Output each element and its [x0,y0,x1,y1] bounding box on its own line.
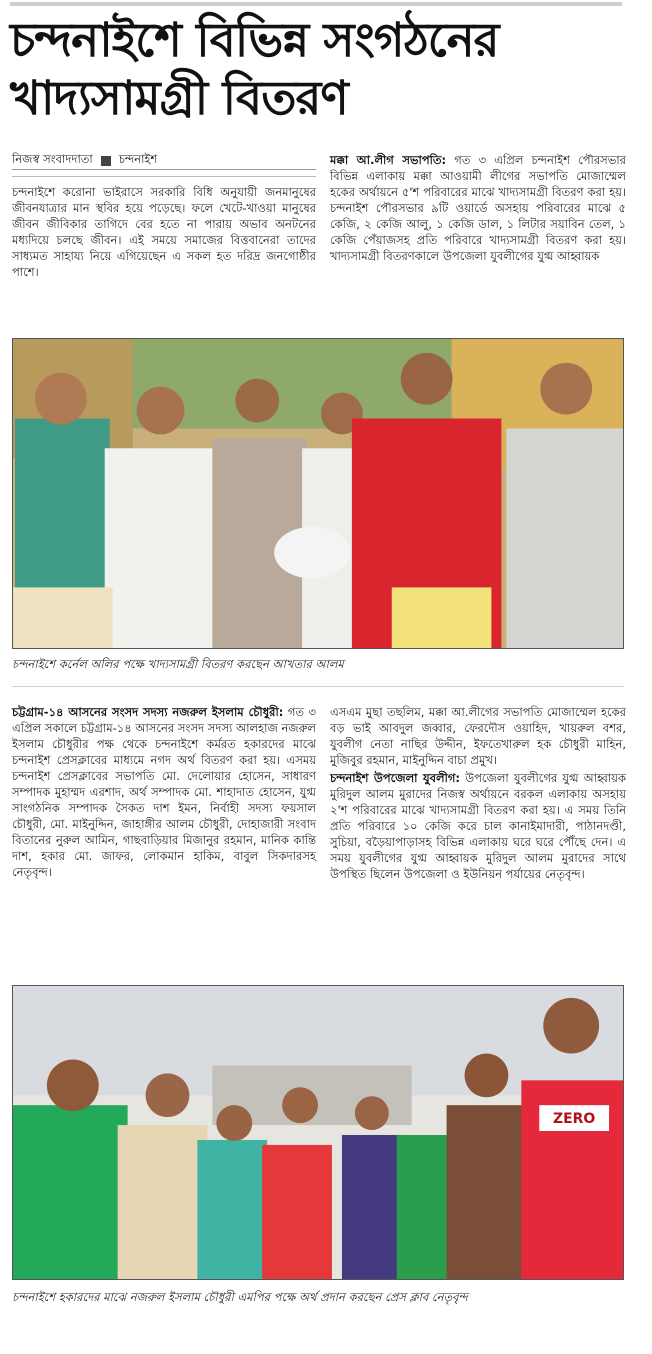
square-bullet-icon [101,156,111,166]
byline-divider [12,176,316,177]
caption-photo-1: চন্দনাইশে কর্নেল অলির পক্ষে খাদ্যসামগ্রী বিতরণ করছেন আখতার আলম [12,657,344,671]
article-intro-paragraph: চন্দনাইশে করোনা ভাইরাসে সরকারি বিধি অনুযায়ী জনমানুষের জীবনযাত্রার মান স্থবির হয়ে পড়েছে। ফলে খেটে-খাওয়া মানুষের জীবন জীবিকার তাগিদে বের হতে না পারায় অভাব অনটনের মধ্যদিয়ে চলছে জীবন। এই সময়ে সমাজের বিত্তবানেরা তাদের সাধ্যমত সাহায্য নিয়ে এগিয়েছেন এ সকল হত দরিদ্র জনগোষ্ঠীর পাশে। [12,185,316,279]
headline-line-2: খাদ্যসামগ্রী বিতরণ [10,71,348,126]
subhead-makka: মক্কা আ.লীগ সভাপতি: [330,153,447,167]
byline-place: চন্দনাইশ [118,152,158,166]
article-makka-body: গত ৩ এপ্রিল চন্দনাইশ পৌরসভার বিভিন্ন এলাকায় মক্কা আওয়ামী লীগের সভাপতি মোজাম্মেল হকের অর্থায়নে ৫'শ পরিবারের মাঝে খাদ্যসামগ্রী বিতরণ করা হয়। চন্দনাইশ পৌরসভার ৯টি ওয়ার্ডে অসহায় পরিবারের মাঝে ৫ কেজি, ২ কেজি আলু, ১ কেজি ডাল, ১ লিটার সয়াবিন তেল, ১ কেজি পেঁয়াজসহ প্রতি পরিবারে খাদ্যসামগ্রী বিতরণ করা হয়। খাদ্যসামগ্রী বিতরণকালে উপজেলা যুবলীগের যুগ্ম আহ্বায়ক [330,153,626,263]
headline-line-1: চন্দনাইশে বিভিন্ন সংগঠনের [10,13,499,68]
photo-hawker-cash-distribution-image [13,986,623,1279]
section-divider [12,686,624,687]
shirt-text: ZERO [553,1111,596,1128]
article-mp-paragraph [12,704,316,880]
byline [12,152,316,170]
article-mp-body: গত ৩ এপ্রিল সকালে চট্টগ্রাম-১৪ আসনের সংসদ সদস্য আলহাজ নজরুল ইসলাম চৌধুরীর পক্ষ থেকে চন্দনাইশে কর্মরত হকারদের মাঝে চন্দনাইশ প্রেসক্লাবের মাধ্যমে নগদ অর্থ বিতরণ করা হয়। এসময় চন্দনাইশ প্রেসক্লাবের সভাপতি মো. দেলোয়ার হোসেন, সাধারণ সম্পাদক মুহাম্মদ এরশাদ, অর্থ সম্পাদক মো. শাহাদাত হোসেন, যুগ্ম সাংগঠনিক সম্পাদক সৈকত দাশ ইমন, নির্বাহী সদস্য ফয়সাল চৌধুরী, মো. মাইনুদ্দিন, জাহাঙ্গীর আলম চৌধুরী, দোহাজারী সংবাদ বিতানের নুরুল আমিন, গাছবাড়িয়ার মিজানুর রহমান, মানিক কান্তি দাশ, হকার মো. জাফর, লোকমান হাকিম, বাবুল সিকদারসহ নেতৃবৃন্দ। [12,705,316,879]
subhead-jubo-league: চন্দনাইশ উপজেলা যুবলীগ: [330,771,460,785]
byline-reporter: নিজস্ব সংবাদদাতা [12,152,93,166]
article-jubo-league-column [330,704,626,882]
article-makka-paragraph [330,152,626,264]
article-attendees-paragraph: এসএম মুছা তছলিম, মক্কা আ.লীগের সভাপতি মোজাম্মেল হকের বড় ভাই আবদুল জব্বার, ফেরদৌস ওয়াহিদ, খায়রুল বশর, যুবলীগ নেতা নাছির উদ্দীন, ইফতেখারুল হক চৌধুরী মাহিন, মুজিবুর রহমান, মাইনুদ্দিন বাচা প্রমুখ। [330,705,626,767]
subhead-mp: চট্টগ্রাম-১৪ আসনের সংসদ সদস্য নজরুল ইসলাম চৌধুরী: [12,705,284,719]
article-jubo-league-paragraph [330,770,626,882]
photo-food-distribution [12,338,624,649]
photo-food-distribution-image [13,339,623,648]
headline [10,12,630,128]
caption-photo-2: চন্দনাইশে হকারদের মাঝে নজরুল ইসলাম চৌধুরী এমপির পক্ষে অর্থ প্রদান করছেন প্রেস ক্লাব নেতৃবৃন্দ [12,1290,468,1304]
top-rule [10,2,622,6]
photo-hawker-cash-distribution [12,985,624,1280]
article-jubo-league-body: উপজেলা যুবলীগের যুগ্ম আহ্বায়ক মুরিদুল আলম মুরাদের নিজস্ব অর্থায়নে বরকল এলাকায় অসহায় ২'শ পরিবারের মাঝে খাদ্যসামগ্রী বিতরণ করা হয়। এ সময় তিনি প্রতি পরিবারে ১০ কেজি করে চাল কানাইমাদারী, পাঠানদণ্ডী, সুচিয়া, বড়ৈয়াপাড়াসহ বিভিন্ন এলাকায় ঘরে ঘরে পৌঁছে দেন। এ সময় যুবলীগের যুগ্ম আহ্বায়ক মুরিদুল আলম মুরাদের সাথে উপস্থিত ছিলেন উপজেলা ও ইউনিয়ন পর্যায়ের নেতৃবৃন্দ। [330,771,626,881]
